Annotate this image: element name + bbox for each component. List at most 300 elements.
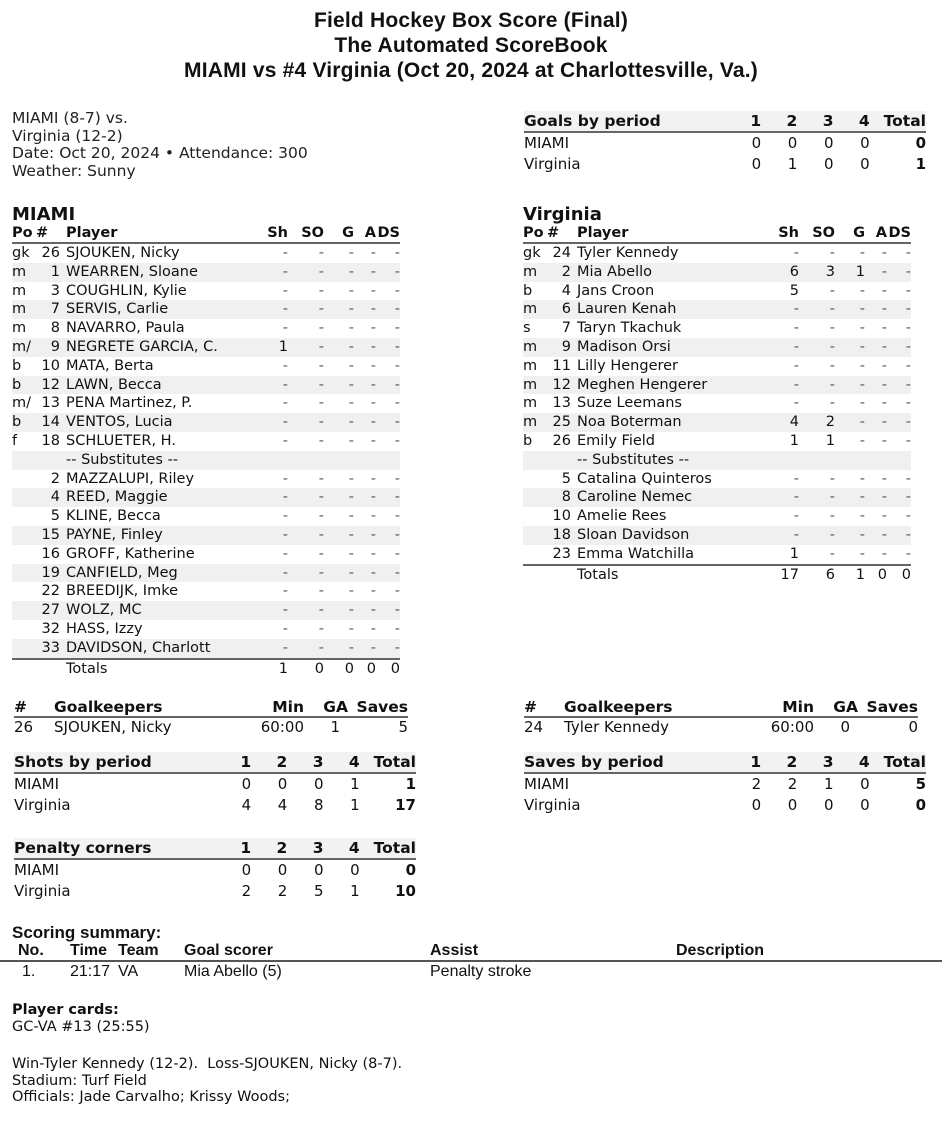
player-name: LAWN, Becca <box>66 376 254 395</box>
officials-line: Officials: Jade Carvalho; Krissy Woods; <box>12 1089 290 1105</box>
column-header: Saves <box>348 698 408 717</box>
stat-ds: - <box>376 564 400 583</box>
period-value: 2 <box>751 775 762 793</box>
stat-ds: - <box>376 263 400 282</box>
player-name: Mia Abello <box>577 263 765 282</box>
player-row <box>12 413 400 432</box>
player-row <box>523 282 911 301</box>
stat-so: 3 <box>799 263 835 282</box>
goalkeeper-ga: 1 <box>330 718 340 736</box>
goalkeeper-saves: 5 <box>398 718 408 736</box>
player-name: Lauren Kenah <box>577 300 765 319</box>
column-header: SO <box>288 225 324 243</box>
player-name: Suze Leemans <box>577 395 682 412</box>
player-number: 16 <box>41 545 60 562</box>
stat-a: - <box>354 376 376 395</box>
player-position <box>12 507 36 526</box>
stat-sh: - <box>793 245 799 261</box>
weather: Weather: Sunny <box>12 161 136 180</box>
period-header: 3 <box>797 752 833 773</box>
stat-sh: 1 <box>789 432 799 449</box>
penalty-corners-table <box>14 838 416 902</box>
player-number: 10 <box>552 508 571 525</box>
stat-sh: - <box>793 395 799 412</box>
table-row <box>524 773 926 795</box>
stat-so: - <box>829 282 835 299</box>
player-position: m <box>12 263 36 282</box>
team-name: MIAMI <box>14 775 59 793</box>
goalkeeper-num: 24 <box>524 718 544 736</box>
stat-so: - <box>799 526 835 545</box>
stat-ds: - <box>394 282 400 299</box>
player-number: 23 <box>552 545 571 562</box>
stat-ds: - <box>905 395 911 412</box>
player-row <box>523 376 911 395</box>
player-position: m <box>523 376 547 395</box>
total-a: 0 <box>865 565 887 585</box>
player-position: s <box>523 320 531 337</box>
stat-ds: - <box>376 488 400 507</box>
stat-g: 1 <box>835 263 865 282</box>
player-name: PENA Martinez, P. <box>66 395 193 412</box>
player-number: 8 <box>50 320 60 337</box>
stat-sh: - <box>282 395 288 412</box>
stat-g: - <box>348 620 354 637</box>
page-header <box>0 8 942 83</box>
player-name: CANFIELD, Meg <box>66 564 254 583</box>
player-name: PAYNE, Finley <box>66 526 254 545</box>
stat-sh: - <box>254 488 288 507</box>
table-row <box>524 795 926 816</box>
player-position <box>523 526 547 545</box>
player-row <box>12 243 400 263</box>
stat-so: - <box>829 320 835 337</box>
player-name: MAZZALUPI, Riley <box>66 470 195 487</box>
player-position <box>523 507 547 526</box>
matchup-title: MIAMI vs #4 Virginia (Oct 20, 2024 at Charlottesville, Va.) <box>184 59 758 82</box>
stat-sh: - <box>765 376 799 395</box>
player-position <box>523 488 547 507</box>
stat-so: - <box>288 338 324 357</box>
player-number: 13 <box>552 395 571 412</box>
period-value: 1 <box>350 882 360 900</box>
column-header: GA <box>304 698 348 717</box>
decision-line: Win-Tyler Kennedy (12-2). Loss-SJOUKEN, Nicky (8-7). <box>12 1056 403 1072</box>
header-row <box>0 942 942 961</box>
column-header: Player <box>66 225 254 243</box>
player-row <box>523 357 911 376</box>
player-row <box>523 413 911 432</box>
period-header: 2 <box>761 111 797 132</box>
period-value: 0 <box>787 134 798 152</box>
period-header: 2 <box>251 752 287 773</box>
player-position: b <box>523 432 533 449</box>
stat-a: - <box>370 545 376 562</box>
stat-so: - <box>799 488 835 507</box>
stat-ds: - <box>394 470 400 487</box>
virginia-goalkeepers-table <box>524 698 918 737</box>
stat-so: - <box>829 245 835 261</box>
goalkeeper-ga: 0 <box>840 718 850 736</box>
player-number: 25 <box>547 413 577 432</box>
total-value: 17 <box>395 796 416 814</box>
player-name: GROFF, Katherine <box>66 545 195 562</box>
total-ds: 0 <box>887 565 911 585</box>
player-row <box>523 507 911 526</box>
player-name: MATA, Berta <box>66 357 154 374</box>
stat-a: - <box>370 620 376 637</box>
stat-a: - <box>881 395 887 412</box>
player-row <box>12 357 400 376</box>
miami-team-heading: MIAMI <box>12 204 76 225</box>
date-attendance: Date: Oct 20, 2024 • Attendance: 300 <box>12 144 308 162</box>
table-title: Shots by period <box>14 752 215 773</box>
player-number: 19 <box>36 564 66 583</box>
stat-g: - <box>348 583 354 600</box>
column-header: GA <box>814 698 858 717</box>
header-row <box>524 698 918 717</box>
report-subtitle: The Automated ScoreBook <box>334 34 608 57</box>
stat-so: - <box>318 395 324 412</box>
player-number: 7 <box>36 300 66 319</box>
period-value: 0 <box>313 775 324 793</box>
player-position: m/ <box>12 395 32 412</box>
stat-so: - <box>829 470 835 487</box>
player-position: m <box>523 413 547 432</box>
substitutes-divider <box>12 451 400 470</box>
stadium-line: Stadium: Turf Field <box>12 1072 147 1089</box>
stat-g: - <box>324 263 354 282</box>
player-position <box>12 488 36 507</box>
player-name: HASS, Izzy <box>66 620 143 637</box>
stat-so: - <box>829 508 835 525</box>
goalkeeper-name: Tyler Kennedy <box>564 718 669 736</box>
stat-g: - <box>324 413 354 432</box>
column-header: DS <box>377 225 400 241</box>
stat-ds: - <box>394 395 400 412</box>
stat-a: - <box>881 245 887 261</box>
stat-ds: - <box>887 488 911 507</box>
column-header: # <box>36 225 66 243</box>
stat-so: - <box>288 564 324 583</box>
stat-g: - <box>859 395 865 412</box>
player-number: 6 <box>547 300 577 319</box>
virginia-player-stats-table <box>523 225 911 584</box>
period-header: 2 <box>251 838 287 859</box>
player-name: Catalina Quinteros <box>577 470 712 487</box>
stat-ds: - <box>887 413 911 432</box>
stat-so: - <box>829 395 835 412</box>
stat-a: - <box>881 545 887 562</box>
goalkeeper-num: 26 <box>14 718 34 736</box>
player-row <box>12 300 400 319</box>
player-position: gk <box>12 245 30 261</box>
stat-a: - <box>865 300 887 319</box>
player-position: m/ <box>12 338 36 357</box>
stat-sh: - <box>282 470 288 487</box>
stat-sh: - <box>282 282 288 299</box>
period-header: 3 <box>797 111 833 132</box>
stat-sh: - <box>793 508 799 525</box>
stat-g: - <box>835 376 865 395</box>
player-position <box>12 639 36 659</box>
player-name: BREEDIJK, Imke <box>66 583 178 600</box>
stat-so: - <box>829 545 835 562</box>
player-row <box>12 394 400 413</box>
player-position: m <box>523 357 538 374</box>
total-g: 0 <box>324 659 354 679</box>
stat-a: - <box>881 508 887 525</box>
total-so: 6 <box>799 565 835 585</box>
column-header: Saves <box>858 698 918 717</box>
player-number: 9 <box>547 338 577 357</box>
player-row <box>523 394 911 413</box>
player-row <box>523 526 911 545</box>
header-row <box>523 225 911 243</box>
player-position <box>12 620 36 639</box>
period-value: 4 <box>277 796 288 814</box>
stat-so: - <box>318 432 324 449</box>
stat-g: - <box>859 320 865 337</box>
player-number: 26 <box>41 245 60 261</box>
column-header: Description <box>676 942 942 961</box>
player-name: Emily Field <box>577 432 656 449</box>
team-name: Virginia <box>524 155 581 173</box>
stat-g: - <box>348 508 354 525</box>
player-number: 2 <box>50 470 60 487</box>
stat-sh: - <box>282 583 288 600</box>
player-row <box>12 601 400 620</box>
stat-ds: - <box>905 245 911 261</box>
player-number: 4 <box>36 488 66 507</box>
stat-sh: - <box>254 564 288 583</box>
player-name: REED, Maggie <box>66 488 254 507</box>
stat-ds: - <box>905 282 911 299</box>
period-header: 3 <box>287 752 323 773</box>
player-name: SCHLUETER, H. <box>66 432 176 449</box>
period-value: 0 <box>823 796 834 814</box>
column-header: Po <box>12 225 36 243</box>
player-number: 10 <box>41 357 60 374</box>
player-number: 14 <box>36 413 66 432</box>
period-header: 3 <box>287 838 323 859</box>
column-header: Min <box>730 698 814 717</box>
miami-player-stats-table <box>12 225 400 678</box>
player-number: 1 <box>36 263 66 282</box>
totals-label: Totals <box>66 659 254 679</box>
period-value: 0 <box>787 796 798 814</box>
stat-a: - <box>370 357 376 374</box>
away-team-record: MIAMI (8-7) vs. <box>12 109 128 127</box>
stat-so: - <box>829 357 835 374</box>
substitutes-divider <box>523 451 911 470</box>
period-value: 1 <box>350 796 360 814</box>
player-number: 24 <box>552 245 571 261</box>
table-row <box>14 881 416 902</box>
total-value: 0 <box>405 861 416 879</box>
total-so: 0 <box>288 659 324 679</box>
stat-a: - <box>354 300 376 319</box>
stat-g: - <box>859 245 865 261</box>
stat-g: - <box>348 245 354 261</box>
stat-so: - <box>318 282 324 299</box>
stat-g: - <box>348 470 354 487</box>
stat-sh: 1 <box>789 545 799 562</box>
stat-sh: - <box>765 526 799 545</box>
column-header: G <box>835 225 865 243</box>
stat-so: 1 <box>825 432 835 449</box>
table-title: Penalty corners <box>14 838 215 859</box>
stat-so: - <box>318 583 324 600</box>
stat-sh: - <box>254 526 288 545</box>
stat-g: - <box>348 545 354 562</box>
player-row <box>12 564 400 583</box>
column-header: Sh <box>254 225 288 243</box>
player-row <box>12 470 400 489</box>
period-value: 0 <box>751 134 762 152</box>
stat-g: - <box>324 564 354 583</box>
player-name: Taryn Tkachuk <box>577 320 682 337</box>
period-header: 1 <box>215 752 251 773</box>
stat-a: - <box>370 583 376 600</box>
player-number: 26 <box>552 432 571 449</box>
player-name: Tyler Kennedy <box>577 245 679 261</box>
period-header: 2 <box>761 752 797 773</box>
player-number: 2 <box>547 263 577 282</box>
stat-so: - <box>288 376 324 395</box>
period-header: 1 <box>725 752 761 773</box>
stat-g: - <box>324 601 354 620</box>
substitutes-label: -- Substitutes -- <box>577 451 765 470</box>
team-name: Virginia <box>14 796 71 814</box>
player-position: m <box>523 263 547 282</box>
stat-a: - <box>354 488 376 507</box>
player-name: SERVIS, Carlie <box>66 300 254 319</box>
goalkeeper-row <box>524 717 918 737</box>
column-header: Team <box>118 942 184 961</box>
stat-so: - <box>318 508 324 525</box>
stat-so: - <box>318 320 324 337</box>
player-row <box>12 620 400 639</box>
period-value: 0 <box>350 861 360 879</box>
scoring-summary-table <box>0 942 942 982</box>
player-name: Lilly Hengerer <box>577 357 679 374</box>
stat-sh: - <box>765 488 799 507</box>
stat-a: - <box>865 413 887 432</box>
column-header: # <box>547 225 577 243</box>
home-team-record: Virginia (12-2) <box>12 126 123 145</box>
period-value: 2 <box>241 882 252 900</box>
stat-ds: - <box>376 376 400 395</box>
goalkeeper-row <box>14 717 408 737</box>
totals-row <box>12 659 400 679</box>
stat-g: - <box>859 357 865 374</box>
totals-row <box>523 565 911 585</box>
scoring-no: 1. <box>22 963 36 980</box>
column-header: A <box>865 225 887 243</box>
stat-sh: 6 <box>765 263 799 282</box>
stat-a: - <box>881 470 887 487</box>
game-info <box>12 110 308 180</box>
player-row <box>523 338 911 357</box>
stat-ds: - <box>394 583 400 600</box>
scoring-summary-title: Scoring summary: <box>12 923 162 942</box>
player-name: Meghen Hengerer <box>577 376 765 395</box>
stat-sh: - <box>254 639 288 659</box>
player-position <box>523 545 547 565</box>
stat-a: - <box>881 432 887 449</box>
scoring-assist: Penalty stroke <box>430 963 532 980</box>
header-row <box>12 225 400 243</box>
column-header: Time <box>70 942 118 961</box>
stat-g: - <box>859 508 865 525</box>
period-value: 0 <box>277 861 288 879</box>
stat-sh: 4 <box>765 413 799 432</box>
goalkeeper-name: SJOUKEN, Nicky <box>54 718 172 736</box>
stat-g: - <box>835 413 865 432</box>
player-name: SJOUKEN, Nicky <box>66 245 180 261</box>
column-header: Goalkeepers <box>564 698 730 717</box>
stat-sh: - <box>282 545 288 562</box>
player-row <box>523 300 911 319</box>
stat-ds: - <box>905 470 911 487</box>
stat-a: - <box>354 263 376 282</box>
team-name: Virginia <box>14 882 71 900</box>
period-value: 8 <box>313 796 324 814</box>
column-header: Goalkeepers <box>54 698 220 717</box>
player-row <box>12 282 400 301</box>
stat-a: - <box>370 470 376 487</box>
stat-sh: - <box>282 432 288 449</box>
stat-a: - <box>354 413 376 432</box>
player-row <box>523 488 911 507</box>
goals-by-period-table <box>524 111 926 175</box>
period-header: 1 <box>725 111 761 132</box>
player-row <box>12 319 400 338</box>
stat-so: - <box>288 263 324 282</box>
player-position <box>12 470 36 489</box>
stat-ds: - <box>394 508 400 525</box>
player-position: m <box>523 300 547 319</box>
stat-so: - <box>799 300 835 319</box>
player-name: Madison Orsi <box>577 338 765 357</box>
player-row <box>12 507 400 526</box>
stat-ds: - <box>394 357 400 374</box>
player-number: 5 <box>561 470 571 487</box>
period-value: 0 <box>823 134 834 152</box>
column-header: Goal scorer <box>184 942 430 961</box>
stat-a: - <box>370 432 376 449</box>
stat-ds: - <box>376 413 400 432</box>
stat-so: - <box>288 601 324 620</box>
header-row <box>14 752 416 773</box>
team-name: MIAMI <box>524 134 569 152</box>
stat-sh: - <box>793 470 799 487</box>
period-header: 4 <box>834 752 870 773</box>
period-value: 0 <box>860 155 870 173</box>
player-name: VENTOS, Lucia <box>66 413 254 432</box>
column-header: DS <box>888 225 911 241</box>
stat-sh: - <box>282 620 288 637</box>
goalkeeper-min: 60:00 <box>260 718 304 736</box>
player-number: 4 <box>561 282 571 299</box>
period-header: Total <box>870 752 926 773</box>
period-value: 4 <box>241 796 252 814</box>
stat-g: - <box>348 320 354 337</box>
player-position: f <box>12 432 18 449</box>
total-g: 1 <box>835 565 865 585</box>
stat-sh: - <box>254 601 288 620</box>
